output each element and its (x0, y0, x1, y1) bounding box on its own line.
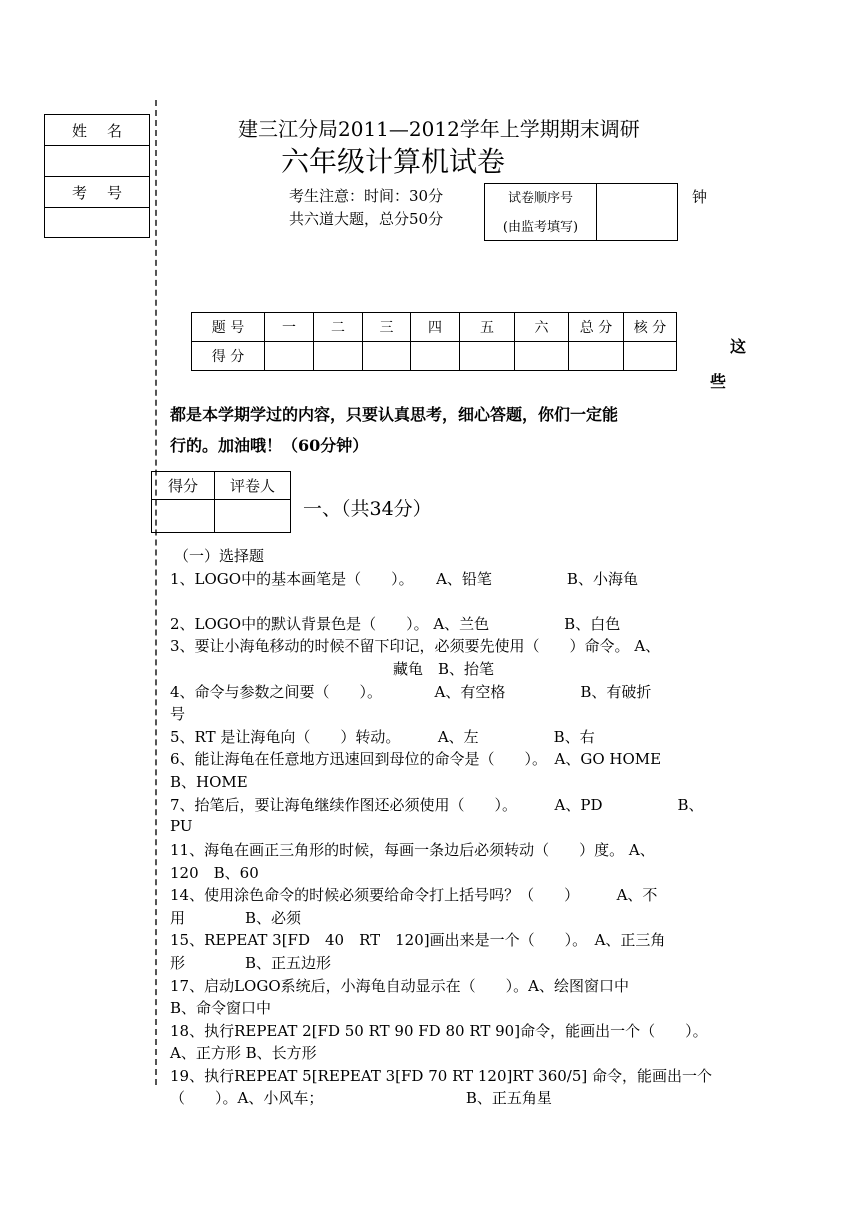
student-info-box (44, 114, 150, 238)
number-field[interactable] (45, 208, 149, 239)
question-line: 6、能让海龟在任意地方迅速回到母位的命令是（ ）。 A、GO HOME (170, 750, 662, 768)
intro-char-2: 些 (710, 372, 727, 391)
question-line: B、HOME (170, 773, 248, 791)
number-label: 考号 (45, 177, 149, 208)
question-line: 14、使用涂色命令的时候必须要给命令打上括号吗？（ ） A、不 (170, 886, 658, 904)
score-row-label: 得 分 (192, 342, 265, 371)
score-header-cell: 一 (265, 313, 314, 342)
paper-order-field[interactable] (597, 184, 677, 240)
question-line: 2、LOGO中的默认背景色是（ ）。 A、兰色 B、白色 (170, 615, 621, 633)
question-line: A、正方形 B、长方形 (170, 1044, 317, 1062)
grader-score-field[interactable] (152, 500, 215, 533)
question-line: 11、海龟在画正三角形的时候，每画一条边后必须转动（ ）度。 A、 (170, 841, 655, 859)
score-header-cell: 题 号 (192, 313, 265, 342)
zhong-char: 钟 (692, 188, 708, 206)
intro-char-1: 这 (730, 337, 747, 356)
score-header-cell: 五 (460, 313, 515, 342)
score-cell[interactable] (515, 342, 569, 371)
question-line: B、命令窗口中 (170, 999, 272, 1017)
score-header-cell: 二 (314, 313, 363, 342)
question-line: 17、启动LOGO系统后，小海龟自动显示在（ ）。A、绘图窗口中 (170, 977, 629, 995)
question-line: 4、命令与参数之间要（ ）。 A、有空格 B、有破折 (170, 683, 652, 701)
question-line: 120 B、60 (170, 864, 259, 882)
question-line: PU (170, 817, 193, 835)
score-table-header-row (192, 313, 677, 342)
exam-title: 建三江分局2011—2012学年上学期期末调研 (238, 117, 640, 141)
question-line: 7、抬笔后，要让海龟继续作图还必须使用（ ）。 A、PD B、 (170, 796, 704, 814)
grader-score-label: 得分 (152, 472, 215, 500)
section-1-subtitle: （一）选择题 (174, 547, 265, 565)
question-line: 1、LOGO中的基本画笔是（ ）。 A、铅笔 B、小海龟 (170, 570, 638, 588)
question-line: 18、执行REPEAT 2[FD 50 RT 90 FD 80 RT 90]命令，能画出一个（ ）。 (170, 1022, 708, 1040)
question-line: 形 B、正五边形 (170, 954, 332, 972)
score-cell[interactable] (314, 342, 363, 371)
score-cell[interactable] (265, 342, 314, 371)
question-line: 用 B、必须 (170, 909, 302, 927)
score-header-cell: 三 (363, 313, 411, 342)
question-line: 15、REPEAT 3[FD 40 RT 120]画出来是一个（ ）。 A、正三角 (170, 931, 666, 949)
score-table (191, 312, 677, 371)
name-field[interactable] (45, 146, 149, 177)
score-cell[interactable] (411, 342, 460, 371)
score-table-score-row (192, 342, 677, 371)
score-cell[interactable] (624, 342, 677, 371)
notice-line-1: 考生注意：时间：30分 (289, 187, 444, 205)
grader-table (151, 471, 291, 533)
notice-line-2: 共六道大题，总分50分 (289, 210, 444, 228)
question-line: 藏龟 B、抬笔 (393, 660, 495, 678)
question-line: 5、RT 是让海龟向（ ）转动。 A、左 B、右 (170, 728, 595, 746)
score-cell[interactable] (569, 342, 624, 371)
section-1-title: 一、（共34分） (303, 498, 432, 520)
intro-line-1: 都是本学期学过的内容，只要认真思考，细心答题，你们一定能 (170, 405, 619, 424)
question-line: （ ）。A、小风车； B、正五角星 (170, 1089, 552, 1107)
exam-subtitle: 六年级计算机试卷 (281, 145, 506, 178)
score-cell[interactable] (363, 342, 411, 371)
intro-line-2: 行的。加油哦！（60分钟） (170, 436, 369, 455)
score-header-cell: 四 (411, 313, 460, 342)
question-line: 19、执行REPEAT 5[REPEAT 3[FD 70 RT 120]RT 360/5] 命令，能画出一个 (170, 1067, 713, 1085)
score-cell[interactable] (460, 342, 515, 371)
score-header-cell: 总 分 (569, 313, 624, 342)
question-line: 3、要让小海龟移动的时候不留下印记，必须要先使用（ ）命令。 A、 (170, 637, 661, 655)
score-header-cell: 六 (515, 313, 569, 342)
grader-name-label: 评卷人 (215, 472, 291, 500)
grader-name-field[interactable] (215, 500, 291, 533)
score-header-cell: 核 分 (624, 313, 677, 342)
question-line: 号 (170, 705, 186, 723)
paper-order-box (484, 183, 678, 241)
binding-dashed-line (155, 100, 157, 1085)
paper-order-label: 试卷顺序号 (由监考填写) (485, 184, 597, 240)
name-label: 姓名 (45, 115, 149, 146)
